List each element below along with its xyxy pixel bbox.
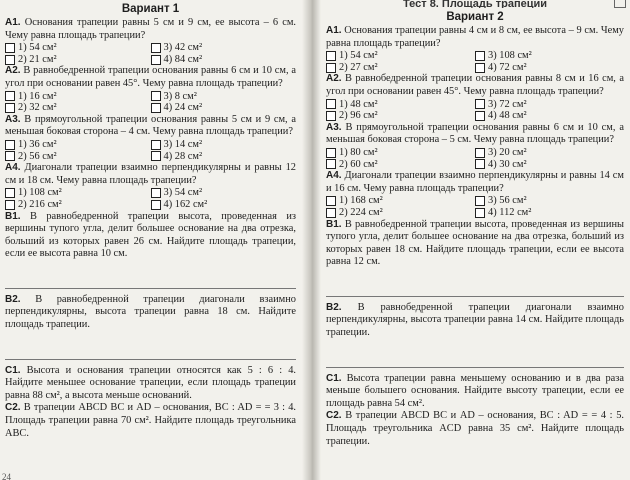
task-a3 [326, 122, 624, 147]
answer-option: 4) 84 см² [151, 54, 297, 66]
task-label: В2. [326, 301, 342, 313]
answer-checkbox[interactable] [5, 91, 15, 101]
answer-checkbox[interactable] [5, 103, 15, 113]
answer-option: 1) 54 см² [5, 42, 151, 54]
answer-option: 3) 108 см² [475, 50, 624, 62]
answer-checkbox[interactable] [475, 159, 485, 169]
task-c1 [326, 373, 624, 411]
answer-line[interactable] [5, 287, 296, 289]
task-a1 [326, 25, 624, 50]
answer-option: 2) 224 см² [326, 207, 475, 219]
answer-option: 1) 168 см² [326, 195, 475, 207]
task-text: В прямоугольной трапеции основания равны 5 см и 9 см, а меньшая боковая сторона – 4 см. Чему равна площадь трапеции? [5, 113, 296, 138]
answer-checkbox[interactable] [475, 111, 485, 121]
answer-option: 2) 32 см² [5, 102, 151, 114]
answer-option: 3) 14 см² [151, 139, 297, 151]
variant-title: Вариант 2 [446, 11, 504, 23]
answer-checkbox[interactable] [5, 151, 15, 161]
answer-option: 3) 54 см² [151, 187, 297, 199]
answer-checkbox[interactable] [151, 91, 161, 101]
answer-checkbox[interactable] [151, 151, 161, 161]
answer-option: 4) 112 см² [475, 207, 624, 219]
answer-checkbox[interactable] [475, 63, 485, 73]
task-text: В равнобедренной трапеции высота, проведенная из вершины тупого угла, делит большее основание на два отрезка, больший из которых равен 18 см. Найдите площадь трапеции, если ее высота равна 12 см. [326, 218, 624, 268]
task-label: С2. [5, 402, 21, 414]
answer-option: 2) 96 см² [326, 110, 475, 122]
task-label: А4. [326, 170, 342, 182]
task-text: В трапеции ABCD BC и AD – основания, BC : AD = = 4 : 5. Площадь треугольника ACD равна 35 см². Найдите площадь трапеции. [326, 410, 624, 447]
task-text: В равнобедренной трапеции основания равны 6 см и 10 см, а угол при основании равен 45°. Чему равна площадь трапеции? [5, 65, 296, 89]
answer-option: 4) 48 см² [475, 110, 624, 122]
task-a2 [5, 65, 296, 90]
answer-option: 3) 56 см² [475, 195, 624, 207]
right-column [326, 0, 624, 448]
task-text: В равнобедренной трапеции диагонали взаимно перпендикулярны, высота трапеции равна 18 см. Найдите площадь трапеции. [5, 293, 296, 331]
answer-checkbox[interactable] [151, 140, 161, 150]
task-label: А3. [326, 121, 342, 133]
task-text: Высота трапеции равна меньшему основанию и в два раза меньше большего основания. Найдите высоту трапеции, если ее площадь равна 54 см². [326, 372, 624, 409]
answer-checkbox[interactable] [326, 159, 336, 169]
answer-checkbox[interactable] [326, 111, 336, 121]
task-text: Основания трапеции равны 5 см и 9 см, ее высота – 6 см. Чему равна площадь трапеции? [5, 17, 296, 41]
answer-option: 1) 80 см² [326, 147, 475, 159]
answer-option: 1) 36 см² [5, 139, 151, 151]
answer-option: 2) 56 см² [5, 151, 151, 163]
answer-options [5, 139, 296, 162]
task-text: Диагонали трапеции взаимно перпендикулярны и равны 12 см и 18 см. Чему равна площадь трапеции? [5, 162, 296, 186]
task-label: С1. [326, 372, 342, 384]
task-text: В равнобедренной трапеции диагонали взаимно перпендикулярны, высота трапеции равна 14 см. Найдите площадь трапеции. [326, 301, 624, 339]
answer-option: 4) 162 см² [151, 199, 297, 211]
answer-option: 1) 54 см² [326, 50, 475, 62]
task-a3 [5, 114, 296, 139]
task-text: В трапеции ABCD BC и AD – основания, BC : AD = = 3 : 4. Площадь трапеции равна 70 см². Найдите площадь треугольника ABC. [5, 402, 296, 439]
task-text: В равнобедренной трапеции высота, проведенная из вершины тупого угла, делит большее основание на два отрезка, больший из которых равен 26 см. Найдите площадь трапеции, если ее высота равна 10 см. [5, 210, 296, 260]
answer-option: 2) 216 см² [5, 199, 151, 211]
answer-checkbox[interactable] [475, 196, 485, 206]
answer-checkbox[interactable] [5, 43, 15, 53]
answer-options [5, 42, 296, 65]
answer-option: 1) 16 см² [5, 91, 151, 103]
answer-checkbox[interactable] [5, 188, 15, 198]
task-text: В равнобедренной трапеции основания равны 8 см и 16 см, а угол при основании равен 45°. Чему равна площадь трапеции? [326, 73, 624, 97]
task-text: Высота и основания трапеции относятся как 5 : 6 : 4. Найдите меньшее основание трапеции, если площадь трапеции равна 88 см², а высота меньше оснований. [5, 364, 296, 401]
task-c1 [5, 365, 296, 403]
task-label: В1. [326, 218, 342, 230]
variant-title: Вариант 1 [121, 3, 180, 15]
task-c2 [5, 402, 296, 440]
answer-options [326, 147, 624, 170]
answer-checkbox[interactable] [326, 63, 336, 73]
answer-option: 3) 72 см² [475, 99, 624, 111]
task-label: А3. [5, 113, 21, 125]
task-label: С1. [5, 364, 21, 376]
right-page [321, 0, 630, 480]
task-b2 [5, 294, 296, 332]
answer-checkbox[interactable] [326, 148, 336, 158]
answer-option: 1) 48 см² [326, 99, 475, 111]
answer-option: 3) 20 см² [475, 147, 624, 159]
answer-options [5, 187, 296, 210]
task-text: В прямоугольной трапеции основания равны 6 см и 10 см, а меньшая боковая сторона – 5 см. Чему равна площадь трапеции? [326, 121, 624, 146]
task-text: Основания трапеции равны 4 см и 8 см, ее высота – 9 см. Чему равна площадь трапеции? [326, 25, 624, 49]
task-a2 [326, 73, 624, 98]
task-b2 [326, 302, 624, 340]
task-label: В2. [5, 293, 21, 305]
task-a1 [5, 17, 296, 42]
answer-checkbox[interactable] [475, 148, 485, 158]
answer-checkbox[interactable] [5, 140, 15, 150]
answer-option: 1) 108 см² [5, 187, 151, 199]
task-label: А2. [326, 73, 342, 85]
answer-checkbox[interactable] [151, 188, 161, 198]
book-spine [302, 0, 321, 480]
answer-options [326, 195, 624, 218]
task-label: А1. [5, 17, 21, 28]
answer-checkbox[interactable] [151, 103, 161, 113]
answer-options [326, 99, 624, 122]
answer-checkbox[interactable] [326, 51, 336, 61]
task-label: А4. [5, 162, 21, 174]
task-a4 [5, 162, 296, 187]
answer-option: 3) 8 см² [151, 91, 297, 103]
answer-checkbox[interactable] [475, 208, 485, 218]
answer-checkbox[interactable] [5, 55, 15, 65]
left-column [5, 0, 296, 440]
page-corner-mark [614, 0, 626, 8]
task-label: С2. [326, 410, 342, 422]
answer-checkbox[interactable] [5, 200, 15, 210]
answer-option: 4) 30 см² [475, 159, 624, 171]
task-a4 [326, 170, 624, 195]
answer-line[interactable] [326, 295, 624, 297]
task-b1 [5, 211, 296, 261]
task-label: В1. [5, 210, 21, 222]
task-b1 [326, 219, 624, 269]
answer-option: 3) 42 см² [151, 42, 297, 54]
test-header: Тест 8. Площадь трапеции [402, 0, 547, 8]
answer-options [326, 50, 624, 73]
task-label: А2. [5, 65, 21, 77]
answer-checkbox[interactable] [326, 99, 336, 109]
answer-checkbox[interactable] [475, 51, 485, 61]
answer-option: 2) 27 см² [326, 62, 475, 74]
answer-option: 4) 72 см² [475, 62, 624, 74]
answer-checkbox[interactable] [326, 208, 336, 218]
answer-checkbox[interactable] [151, 55, 161, 65]
answer-checkbox[interactable] [151, 200, 161, 210]
page-number: 24 [2, 472, 11, 480]
answer-option: 4) 28 см² [151, 151, 297, 163]
answer-option: 4) 24 см² [151, 102, 297, 114]
answer-checkbox[interactable] [326, 196, 336, 206]
answer-option: 2) 21 см² [5, 54, 151, 66]
answer-line[interactable] [326, 366, 624, 368]
answer-checkbox[interactable] [151, 43, 161, 53]
task-label: А1. [326, 25, 342, 36]
task-c2 [326, 410, 624, 448]
left-page [0, 0, 302, 480]
answer-line[interactable] [5, 358, 296, 360]
answer-options [5, 91, 296, 114]
task-text: Диагонали трапеции взаимно перпендикулярны и равны 14 см и 16 см. Чему равна площадь трапеции? [326, 170, 624, 194]
answer-checkbox[interactable] [475, 99, 485, 109]
answer-option: 2) 60 см² [326, 159, 475, 171]
